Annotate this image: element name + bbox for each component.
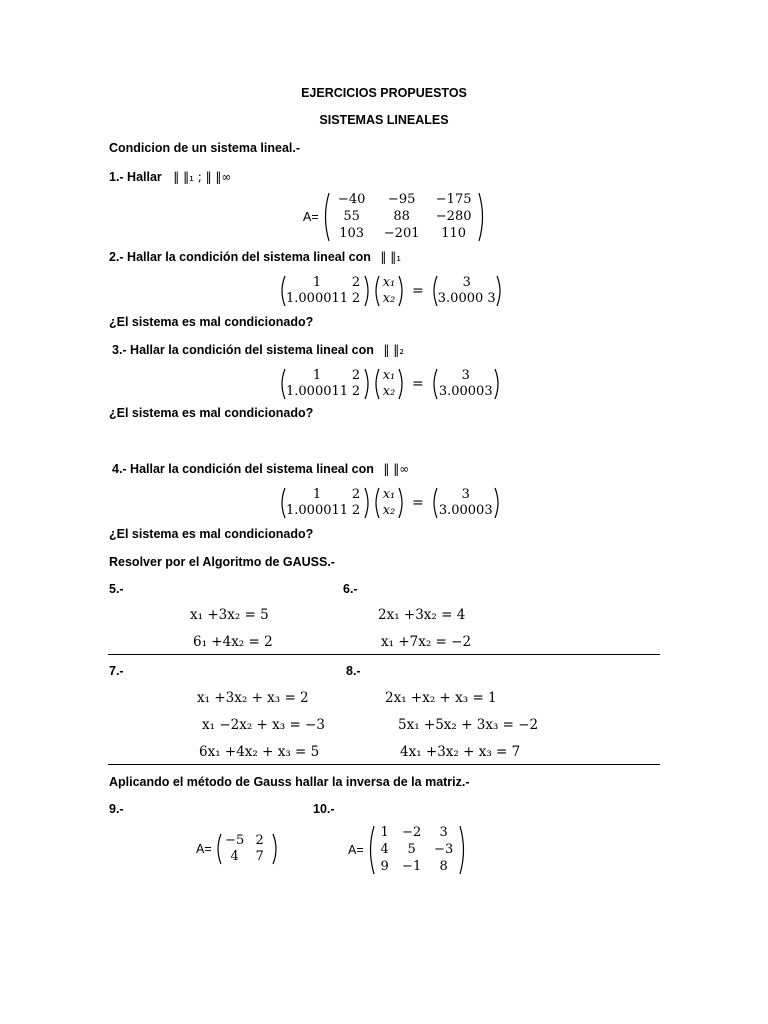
left-paren-icon xyxy=(430,275,438,307)
section-heading-inverse: Aplicando el método de Gauss hallar la inversa de la matriz.- xyxy=(109,775,470,789)
exercise-10-matrix-block xyxy=(348,825,468,875)
exercise-9-matrix-label: A= xyxy=(196,842,212,856)
exercise-1-label: 1.- Hallar xyxy=(109,170,162,184)
matrix-cell: −40 xyxy=(337,191,366,207)
matrix-cell: x₂ xyxy=(382,503,396,518)
left-paren-icon xyxy=(372,275,380,307)
matrix-cell: 1.000011 xyxy=(286,503,349,518)
exercise-4-system xyxy=(278,487,502,519)
exercise-8-label: 8.- xyxy=(346,664,361,678)
matrix-cell: 8 xyxy=(439,859,448,875)
matrix-cell: 3 xyxy=(439,824,448,840)
right-paren-icon xyxy=(494,487,502,519)
matrix-cell: −5 xyxy=(225,833,245,848)
exercise-2-vector xyxy=(372,275,406,307)
matrix-cell: −201 xyxy=(383,226,420,242)
exercise-3-label: 3.- Hallar la condición del sistema lineal con xyxy=(112,343,374,357)
section-heading-condition: Condicion de un sistema lineal.- xyxy=(109,141,301,155)
left-paren-icon xyxy=(372,487,380,519)
matrix-cell: 1 xyxy=(312,487,322,502)
right-paren-icon xyxy=(494,368,502,400)
matrix-cell: 9 xyxy=(380,859,389,875)
left-paren-icon xyxy=(430,487,438,519)
exercise-2-system xyxy=(278,275,504,307)
matrix-cells xyxy=(286,275,364,307)
matrix-cell: 4 xyxy=(230,849,239,864)
matrix-cell: x₁ xyxy=(382,275,396,290)
exercise-10-label: 10.- xyxy=(313,802,335,816)
exercise-3-norm: ‖ ‖₂ xyxy=(383,343,404,357)
left-paren-icon xyxy=(278,487,286,519)
exercise-1-prompt xyxy=(109,170,231,184)
matrix-cell: −280 xyxy=(435,208,472,224)
exercise-7-label: 7.- xyxy=(109,664,124,678)
exercise-5-equation-2: 6₁ +4x₂ = 2 xyxy=(193,634,273,650)
right-paren-icon xyxy=(364,368,372,400)
exercise-8-equation-1: 2x₁ +x₂ + x₃ = 1 xyxy=(385,690,497,706)
matrix-cell: 3 xyxy=(462,275,471,290)
matrix-cell: 3.00003 xyxy=(438,384,493,399)
matrix-cell: 2 xyxy=(351,275,361,290)
exercise-1-matrix-label: A= xyxy=(303,210,319,224)
matrix-cell: x₁ xyxy=(382,487,396,502)
vector-cells xyxy=(380,368,398,400)
matrix-cell: 7 xyxy=(255,849,264,864)
right-paren-icon xyxy=(398,368,406,400)
exercise-1-matrix xyxy=(321,192,487,242)
matrix-cells xyxy=(375,825,459,875)
equals-sign: = xyxy=(412,283,424,299)
matrix-cell: −3 xyxy=(434,841,454,857)
divider xyxy=(108,764,660,765)
exercise-9-matrix xyxy=(214,833,280,865)
matrix-cell: 5 xyxy=(407,841,416,857)
right-paren-icon xyxy=(398,275,406,307)
exercise-4-rhs xyxy=(430,487,502,519)
matrix-cell: 55 xyxy=(343,208,360,224)
left-paren-icon xyxy=(372,368,380,400)
vector-cells xyxy=(380,275,398,307)
left-paren-icon xyxy=(214,833,222,865)
equals-sign: = xyxy=(412,495,424,511)
section-heading-gauss: Resolver por el Algoritmo de GAUSS.- xyxy=(109,555,335,569)
exercise-4-question: ¿El sistema es mal condicionado? xyxy=(109,527,314,541)
exercise-9-label: 9.- xyxy=(109,802,124,816)
matrix-cell: 1 xyxy=(312,368,322,383)
exercise-9-matrix-block xyxy=(196,833,280,865)
exercise-3-question: ¿El sistema es mal condicionado? xyxy=(109,406,314,420)
matrix-cell: −95 xyxy=(387,191,416,207)
matrix-cell: 3.0000 3 xyxy=(437,291,496,306)
left-paren-icon xyxy=(278,368,286,400)
exercise-3-rhs xyxy=(430,368,502,400)
matrix-cell: 2 xyxy=(351,384,361,399)
exercise-6-label: 6.- xyxy=(343,582,358,596)
matrix-cell: 1 xyxy=(380,824,389,840)
right-paren-icon xyxy=(272,833,280,865)
vector-cells xyxy=(380,487,398,519)
matrix-cells xyxy=(330,192,478,242)
exercise-3-matrix xyxy=(278,368,372,400)
left-paren-icon xyxy=(430,368,438,400)
matrix-cell: 2 xyxy=(351,368,361,383)
exercise-4-label: 4.- Hallar la condición del sistema lineal con xyxy=(112,462,374,476)
exercise-7-equation-2: x₁ −2x₂ + x₃ = −3 xyxy=(202,717,325,733)
matrix-cell: 2 xyxy=(351,291,361,306)
right-paren-icon xyxy=(478,192,487,242)
left-paren-icon xyxy=(278,275,286,307)
exercise-2-question: ¿El sistema es mal condicionado? xyxy=(109,315,314,329)
right-paren-icon xyxy=(398,487,406,519)
exercise-2-norm: ‖ ‖₁ xyxy=(380,250,401,264)
matrix-cell: x₂ xyxy=(382,291,396,306)
exercise-8-equation-3: 4x₁ +3x₂ + x₃ = 7 xyxy=(400,744,521,760)
rhs-cells xyxy=(438,368,494,400)
matrix-cell: x₁ xyxy=(382,368,396,383)
exercise-8-equation-2: 5x₁ +5x₂ + 3x₃ = −2 xyxy=(398,717,539,733)
matrix-cell: 103 xyxy=(339,226,365,242)
document-subtitle: SISTEMAS LINEALES xyxy=(319,113,449,127)
matrix-cell: −175 xyxy=(435,191,472,207)
exercise-7-equation-1: x₁ +3x₂ + x₃ = 2 xyxy=(197,690,309,706)
rhs-cells xyxy=(438,275,496,307)
right-paren-icon xyxy=(364,275,372,307)
matrix-cell: −1 xyxy=(402,859,422,875)
rhs-cells xyxy=(438,487,494,519)
matrix-cell: 3.00003 xyxy=(438,503,493,518)
exercise-5-equation-1: x₁ +3x₂ = 5 xyxy=(190,607,269,623)
matrix-cell: −2 xyxy=(402,824,422,840)
matrix-cells xyxy=(286,487,364,519)
exercise-2-prompt xyxy=(109,250,401,264)
document-title: EJERCICIOS PROPUESTOS xyxy=(301,86,467,100)
exercise-6-equation-1: 2x₁ +3x₂ = 4 xyxy=(378,607,466,623)
equals-sign: = xyxy=(412,376,424,392)
exercise-2-rhs xyxy=(430,275,504,307)
exercise-4-vector xyxy=(372,487,406,519)
exercise-1-matrix-block xyxy=(303,192,487,242)
exercise-4-prompt xyxy=(112,462,409,476)
right-paren-icon xyxy=(459,825,468,875)
exercise-7-equation-3: 6x₁ +4x₂ + x₃ = 5 xyxy=(199,744,320,760)
divider xyxy=(108,654,660,655)
matrix-cells xyxy=(286,368,364,400)
exercise-10-matrix-label: A= xyxy=(348,843,364,857)
exercise-6-equation-2: x₁ +7x₂ = −2 xyxy=(381,634,472,650)
matrix-cell: 1.000011 xyxy=(286,384,349,399)
exercise-3-vector xyxy=(372,368,406,400)
exercise-2-label: 2.- Hallar la condición del sistema lineal con xyxy=(109,250,371,264)
matrix-cells xyxy=(222,833,272,865)
matrix-cell: 2 xyxy=(351,503,361,518)
left-paren-icon xyxy=(321,192,330,242)
exercise-4-norm: ‖ ‖∞ xyxy=(383,462,410,476)
matrix-cell: 88 xyxy=(393,208,410,224)
left-paren-icon xyxy=(366,825,375,875)
matrix-cell: 2 xyxy=(255,833,264,848)
exercise-4-matrix xyxy=(278,487,372,519)
exercise-3-system xyxy=(278,368,502,400)
matrix-cell: 110 xyxy=(441,226,467,242)
exercise-2-matrix xyxy=(278,275,372,307)
matrix-cell: x₂ xyxy=(382,384,396,399)
matrix-cell: 4 xyxy=(380,841,389,857)
right-paren-icon xyxy=(496,275,504,307)
matrix-cell: 1.000011 xyxy=(286,291,349,306)
exercise-5-label: 5.- xyxy=(109,582,124,596)
exercise-10-matrix xyxy=(366,825,468,875)
right-paren-icon xyxy=(364,487,372,519)
matrix-cell: 2 xyxy=(351,487,361,502)
exercise-3-prompt xyxy=(112,343,404,357)
matrix-cell: 1 xyxy=(312,275,322,290)
exercise-1-norms: ‖ ‖₁ ; ‖ ‖∞ xyxy=(173,170,232,184)
matrix-cell: 3 xyxy=(461,487,470,502)
matrix-cell: 3 xyxy=(461,368,470,383)
